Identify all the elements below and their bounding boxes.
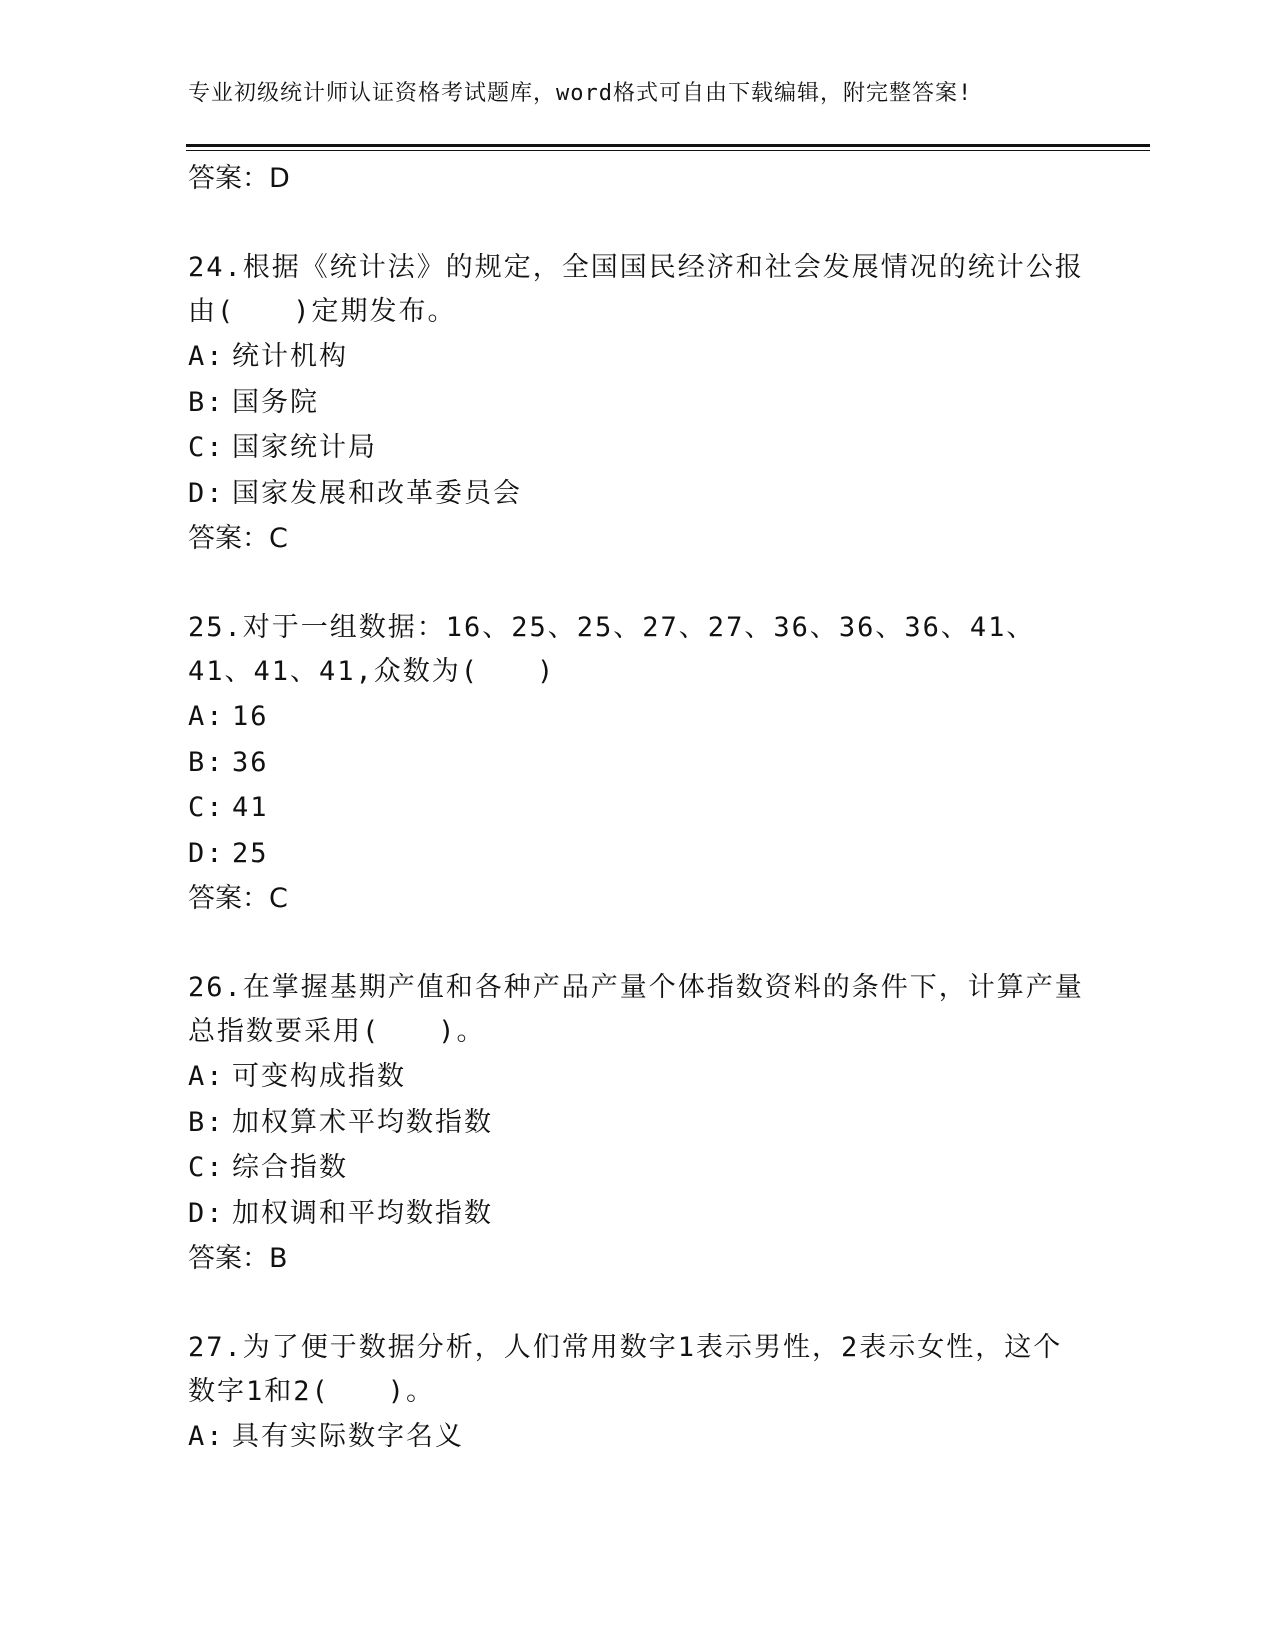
answer-line: 答案：C <box>188 523 288 554</box>
question-stem: 26.在掌握基期产值和各种产品产量个体指数资料的条件下，计算产量总指数要采用( )。 <box>188 972 1084 1047</box>
option-text: 36 <box>232 746 269 778</box>
page-header: 专业初级统计师认证资格考试题库，word格式可自由下载编辑，附完整答案! <box>188 81 973 106</box>
option-key: D: <box>188 837 225 869</box>
option-b <box>188 380 1088 426</box>
answer-line: 答案：B <box>188 1243 288 1274</box>
option-c <box>188 785 1088 831</box>
question-stem: 27.为了便于数据分析，人们常用数字1表示男性，2表示女性，这个数字1和2( )。 <box>188 1332 1063 1407</box>
option-text: 可变构成指数 <box>232 1061 406 1092</box>
option-text: 统计机构 <box>232 341 348 372</box>
option-key: D: <box>188 1197 225 1229</box>
option-text: 综合指数 <box>232 1152 348 1183</box>
option-d <box>188 471 1088 517</box>
question-stem: 25.对于一组数据：16、25、25、27、27、36、36、36、41、41、41、41,众数为( ) <box>188 612 1036 687</box>
option-text: 国家发展和改革委员会 <box>232 477 522 509</box>
option-key: A: <box>188 1421 225 1452</box>
option-key: B: <box>188 1106 225 1138</box>
header-rule-thick <box>186 144 1150 147</box>
option-text: 国务院 <box>232 386 319 418</box>
option-text: 41 <box>232 792 269 823</box>
option-key: A: <box>188 1061 225 1092</box>
option-text: 国家统计局 <box>232 432 377 463</box>
option-d <box>188 831 1088 877</box>
answer-line: 答案：D <box>188 163 290 194</box>
question-25 <box>188 606 1088 922</box>
option-c <box>188 425 1088 471</box>
option-a <box>188 334 1088 380</box>
option-d <box>188 1191 1088 1237</box>
answer-line: 答案：C <box>188 883 288 914</box>
option-text: 具有实际数字名义 <box>232 1421 464 1452</box>
question-24 <box>188 246 1088 562</box>
option-text: 加权算术平均数指数 <box>232 1106 493 1138</box>
header-rule-thin <box>186 150 1150 151</box>
option-key: B: <box>188 386 225 418</box>
option-key: C: <box>188 1152 225 1183</box>
option-key: C: <box>188 792 225 823</box>
option-text: 25 <box>232 837 269 869</box>
question-stem: 24.根据《统计法》的规定，全国国民经济和社会发展情况的统计公报由( )定期发布。 <box>188 252 1084 327</box>
option-a <box>188 1054 1088 1100</box>
option-key: D: <box>188 477 225 509</box>
option-b <box>188 740 1088 786</box>
option-key: C: <box>188 432 225 463</box>
question-list <box>188 156 1088 1460</box>
option-text: 加权调和平均数指数 <box>232 1197 493 1229</box>
option-key: B: <box>188 746 225 778</box>
option-text: 16 <box>232 701 269 732</box>
question-27 <box>188 1326 1088 1460</box>
option-a <box>188 694 1088 740</box>
option-a <box>188 1414 1088 1460</box>
option-b <box>188 1100 1088 1146</box>
option-key: A: <box>188 341 225 372</box>
question-26 <box>188 966 1088 1282</box>
option-c <box>188 1145 1088 1191</box>
option-key: A: <box>188 701 225 732</box>
